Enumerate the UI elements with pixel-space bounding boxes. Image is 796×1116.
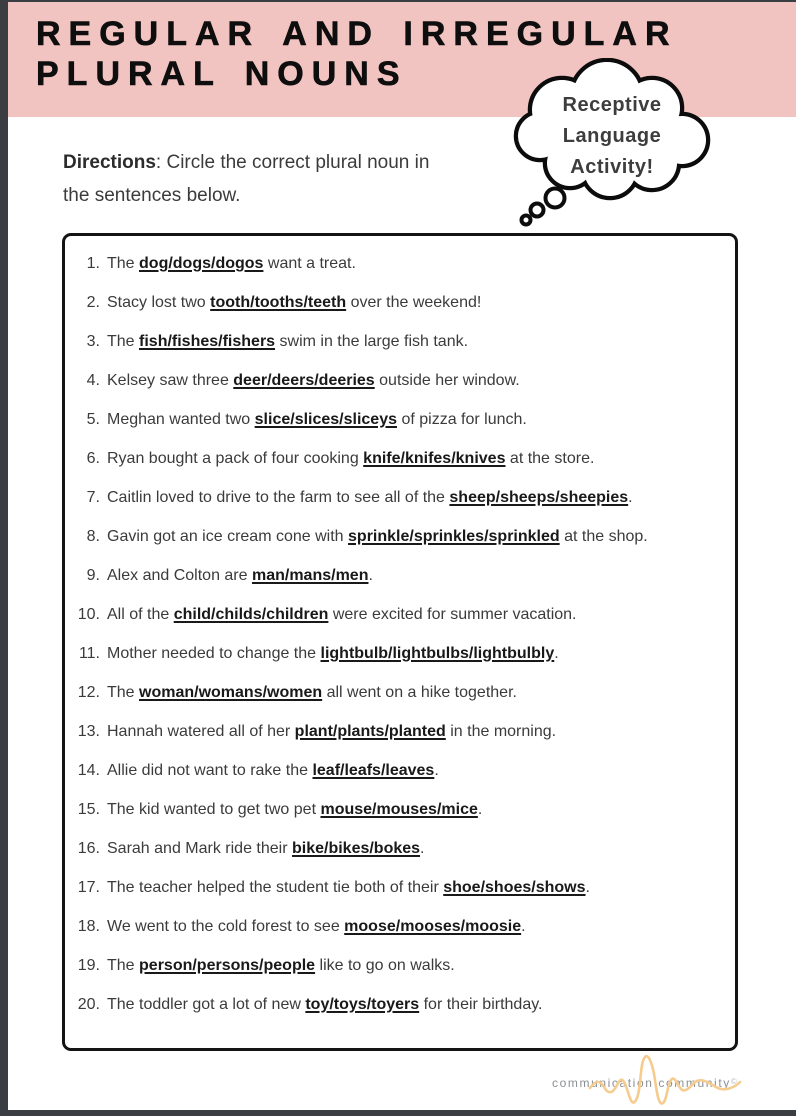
item-post: all went on a hike together. bbox=[322, 684, 517, 701]
item-choices: dog/dogs/dogos bbox=[139, 255, 264, 272]
item-text bbox=[107, 907, 526, 946]
item-text bbox=[107, 322, 468, 361]
item-number: 10. bbox=[77, 606, 100, 623]
item-text bbox=[107, 439, 594, 478]
item-pre: Ryan bought a pack of four cooking bbox=[107, 450, 364, 467]
item-choices: slice/slices/sliceys bbox=[254, 411, 397, 428]
directions-line2: the sentences below. bbox=[63, 185, 241, 206]
item-text bbox=[107, 244, 356, 283]
list-item bbox=[65, 946, 735, 985]
item-number: 8. bbox=[86, 528, 100, 545]
title-line-1: REGULAR AND IRREGULAR bbox=[36, 15, 678, 53]
list-item bbox=[65, 712, 735, 751]
item-pre: The toddler got a lot of new bbox=[107, 996, 306, 1013]
list-item bbox=[65, 322, 735, 361]
item-pre: Stacy lost two bbox=[107, 294, 211, 311]
item-pre: Kelsey saw three bbox=[107, 372, 234, 389]
item-post: were excited for summer vacation. bbox=[328, 606, 577, 623]
list-item bbox=[65, 517, 735, 556]
item-post: . bbox=[554, 645, 559, 662]
item-text bbox=[107, 985, 542, 1024]
item-post: over the weekend! bbox=[346, 294, 482, 311]
item-text bbox=[107, 751, 439, 790]
item-pre: Hannah watered all of her bbox=[107, 723, 295, 740]
item-number: 4. bbox=[86, 372, 100, 389]
item-choices: lightbulb/lightbulbs/lightbulbly bbox=[320, 645, 555, 662]
item-text bbox=[107, 517, 648, 556]
item-pre: All of the bbox=[107, 606, 174, 623]
item-pre: The bbox=[107, 684, 140, 701]
item-text bbox=[107, 400, 527, 439]
list-item bbox=[65, 439, 735, 478]
list-item bbox=[65, 634, 735, 673]
item-text bbox=[107, 478, 633, 517]
title-line-2: PLURAL NOUNS bbox=[36, 55, 408, 93]
item-choices: man/mans/men bbox=[251, 567, 369, 584]
brand-name: communication community bbox=[552, 1076, 731, 1090]
item-number: 11. bbox=[78, 645, 100, 662]
item-choices: child/childs/children bbox=[173, 606, 329, 623]
item-choices: toy/toys/toyers bbox=[305, 996, 420, 1013]
bubble-text bbox=[532, 90, 692, 183]
item-pre: The bbox=[107, 255, 140, 272]
directions-label: Directions bbox=[63, 152, 156, 173]
list-item bbox=[65, 478, 735, 517]
list-item bbox=[65, 829, 735, 868]
worksheet-box bbox=[62, 233, 738, 1051]
item-post: for their birthday. bbox=[419, 996, 543, 1013]
copyright-mark: © bbox=[730, 1077, 737, 1086]
item-pre: Allie did not want to rake the bbox=[107, 762, 313, 779]
item-number: 1. bbox=[86, 255, 100, 272]
bubble-line-3: Activity! bbox=[570, 156, 654, 178]
item-pre: Sarah and Mark ride their bbox=[107, 840, 292, 857]
list-item bbox=[65, 751, 735, 790]
item-text bbox=[107, 283, 481, 322]
footer-brand bbox=[8, 1070, 796, 1110]
item-post: in the morning. bbox=[445, 723, 557, 740]
item-number: 19. bbox=[77, 957, 100, 974]
item-post: swim in the large fish tank. bbox=[275, 333, 469, 350]
list-item bbox=[65, 907, 735, 946]
item-number: 7. bbox=[86, 489, 100, 506]
item-number: 5. bbox=[86, 411, 100, 428]
item-number: 14. bbox=[77, 762, 100, 779]
list-item bbox=[65, 400, 735, 439]
item-choices: sheep/sheeps/sheepies bbox=[449, 489, 629, 506]
item-post: . bbox=[521, 918, 526, 935]
directions-line1: : Circle the correct plural noun in bbox=[155, 152, 430, 173]
list-item bbox=[65, 868, 735, 907]
bubble-line-1: Receptive bbox=[562, 94, 662, 116]
item-pre: Caitlin loved to drive to the farm to see all of the bbox=[107, 489, 450, 506]
list-item bbox=[65, 595, 735, 634]
item-number: 18. bbox=[77, 918, 100, 935]
item-choices: leaf/leafs/leaves bbox=[312, 762, 435, 779]
item-choices: knife/knifes/knives bbox=[363, 450, 506, 467]
item-number: 3. bbox=[86, 333, 100, 350]
list-item bbox=[65, 556, 735, 595]
item-number: 2. bbox=[86, 294, 100, 311]
item-text bbox=[107, 868, 590, 907]
item-text bbox=[107, 946, 455, 985]
list-item bbox=[65, 283, 735, 322]
item-text bbox=[107, 790, 482, 829]
item-choices: fish/fishes/fishers bbox=[139, 333, 276, 350]
item-number: 16. bbox=[77, 840, 100, 857]
item-number: 13. bbox=[77, 723, 100, 740]
item-post: . bbox=[585, 879, 590, 896]
list-item bbox=[65, 790, 735, 829]
item-choices: deer/deers/deeries bbox=[233, 372, 375, 389]
item-text bbox=[107, 673, 517, 712]
bubble-line-2: Language bbox=[562, 125, 662, 147]
item-choices: moose/mooses/moosie bbox=[344, 918, 522, 935]
item-text bbox=[107, 634, 559, 673]
item-choices: mouse/mouses/mice bbox=[320, 801, 478, 818]
item-post: at the store. bbox=[505, 450, 595, 467]
item-post: . bbox=[477, 801, 483, 818]
item-post: . bbox=[368, 567, 373, 584]
item-choices: tooth/tooths/teeth bbox=[210, 294, 347, 311]
item-choices: sprinkle/sprinkles/sprinkled bbox=[348, 528, 560, 545]
item-pre: Meghan wanted two bbox=[107, 411, 255, 428]
item-post: outside her window. bbox=[374, 372, 520, 389]
item-post: . bbox=[628, 489, 633, 506]
item-post: of pizza for lunch. bbox=[397, 411, 527, 428]
item-number: 15. bbox=[77, 801, 100, 818]
list-item bbox=[65, 361, 735, 400]
list-item bbox=[65, 244, 735, 283]
item-number: 17. bbox=[77, 879, 100, 896]
worksheet-page bbox=[8, 2, 796, 1110]
item-post: . bbox=[434, 762, 439, 779]
item-pre: The teacher helped the student tie both of their bbox=[107, 879, 444, 896]
item-pre: The bbox=[107, 957, 140, 974]
item-post: at the shop. bbox=[559, 528, 648, 545]
list-item bbox=[65, 985, 735, 1024]
item-text bbox=[107, 595, 577, 634]
item-number: 12. bbox=[77, 684, 100, 701]
item-choices: plant/plants/planted bbox=[294, 723, 446, 740]
item-pre: Mother needed to change the bbox=[107, 645, 321, 662]
item-pre: The kid wanted to get two pet bbox=[107, 801, 321, 818]
item-text bbox=[107, 361, 520, 400]
item-text bbox=[107, 712, 556, 751]
item-post: want a treat. bbox=[263, 255, 356, 272]
item-post: . bbox=[420, 840, 425, 857]
item-post: like to go on walks. bbox=[315, 957, 455, 974]
item-number: 9. bbox=[86, 567, 100, 584]
item-number: 20. bbox=[77, 996, 100, 1013]
item-choices: woman/womans/women bbox=[139, 684, 323, 701]
item-number: 6. bbox=[86, 450, 100, 467]
item-pre: We went to the cold forest to see bbox=[107, 918, 345, 935]
item-choices: shoe/shoes/shows bbox=[443, 879, 586, 896]
list-item bbox=[65, 673, 735, 712]
soundwave-icon bbox=[584, 1052, 744, 1114]
directions bbox=[63, 146, 483, 212]
item-text bbox=[107, 556, 373, 595]
item-pre: Gavin got an ice cream cone with bbox=[107, 528, 349, 545]
item-choices: person/persons/people bbox=[139, 957, 316, 974]
item-pre: Alex and Colton are bbox=[107, 567, 252, 584]
thought-bubble bbox=[502, 58, 722, 228]
item-choices: bike/bikes/bokes bbox=[291, 840, 421, 857]
sentence-list bbox=[65, 236, 735, 1024]
item-pre: The bbox=[107, 333, 140, 350]
item-text bbox=[107, 829, 425, 868]
